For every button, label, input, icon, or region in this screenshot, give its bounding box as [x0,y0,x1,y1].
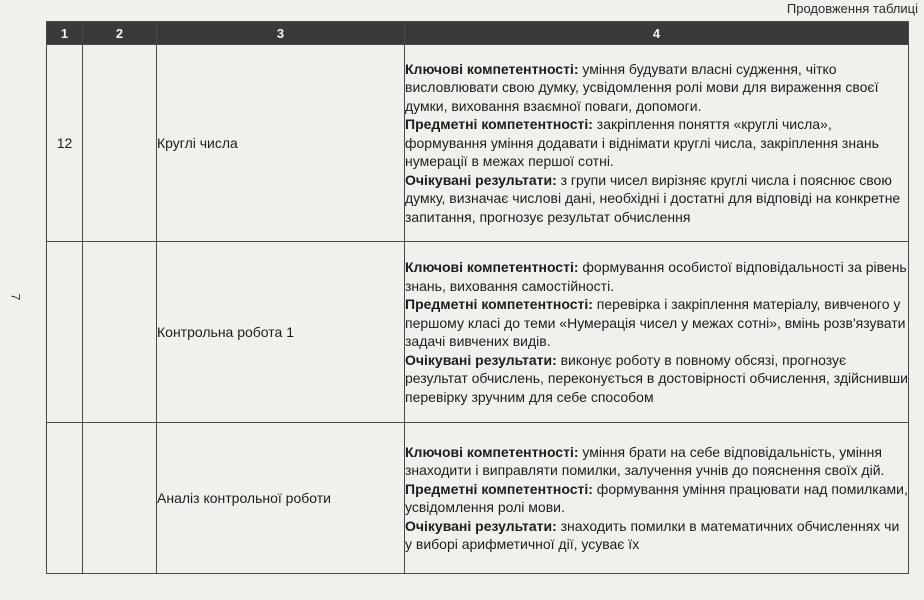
column-header-2: 2 [83,22,157,45]
table-row [47,45,909,242]
column-header-1: 1 [47,22,83,45]
subject-competencies-text: формування уміння працювати над помилками, усвідомлення ролі мови. [405,480,908,515]
expected-results-label: Очікувані результати: [405,351,557,368]
subject-competencies [405,115,908,171]
expected-results [405,171,908,227]
page-number: 7 [8,293,23,301]
lesson-topic: Аналіз контрольної роботи [157,423,405,574]
key-competencies-text: уміння брати на себе відповідальність, уміння знаходити і виправляти помилки, залучення учнів до пояснення своїх дій. [405,443,885,478]
lesson-number [47,242,83,423]
key-competencies-label: Ключові компетентності: [405,60,579,77]
key-competencies-text: уміння будувати власні судження, чітко висловлювати свою думку, усвідомлення ролі мови для вираження своєї думки, виховання взаємної поваги, допомоги. [405,60,879,114]
lesson-objectives [405,423,909,574]
lesson-topic: Круглі числа [157,45,405,242]
key-competencies-text: формування особистої відповідальності за рівень знань, виховання самостійності. [405,259,907,294]
subject-competencies [405,480,908,517]
expected-results-text: з групи чисел вирізняє круглі числа і пояснює свою думку, визначає числові дані, необхідні і достатні для відповіді на конкретне запитання, прогнозує результат обчислення [405,171,901,225]
subject-competencies [405,295,908,351]
table-continuation-caption: Продовження таблиці [786,1,918,16]
subject-competencies-label: Предметні компетентності: [405,296,593,312]
subject-competencies-text: перевірка і закріплення матеріалу, вивченого у першому класі до теми «Нумерація чисел у межах сотні», вмінь розв'язувати задачі вивчених видів. [405,296,906,349]
key-competencies [405,60,908,116]
date-cell [83,423,157,574]
key-competencies [405,258,908,295]
lesson-plan-table [46,21,909,574]
date-cell [83,45,157,242]
key-competencies-label: Ключові компетентності: [405,443,579,460]
expected-results-text: знаходить помилки в математичних обчисленнях чи у виборі арифметичної дії, усуває їх [405,517,900,552]
expected-results [405,517,908,554]
lesson-number: 12 [47,45,83,242]
subject-competencies-label: Предметні компетентності: [405,116,593,133]
expected-results-text: виконує роботу в повному обсязі, прогнозує результат обчислень, переконується в достовірності обчислення, здійснивши перевірку зручним для себе способом [405,351,908,405]
lesson-objectives [405,242,909,423]
lesson-topic: Контрольна робота 1 [157,242,405,423]
column-header-4: 4 [405,22,909,45]
lesson-number [47,423,83,574]
expected-results-label: Очікувані результати: [405,517,557,534]
expected-results-label: Очікувані результати: [405,171,557,188]
expected-results [405,351,908,407]
table-row [47,242,909,423]
key-competencies [405,443,908,480]
table-header-row [47,22,909,45]
column-header-3: 3 [157,22,405,45]
table-row [47,423,909,574]
subject-competencies-label: Предметні компетентності: [405,480,593,497]
lesson-objectives [405,45,909,242]
date-cell [83,242,157,423]
key-competencies-label: Ключові компетентності: [405,259,579,275]
subject-competencies-text: закріплення поняття «круглі числа», формування уміння додавати і віднімати круглі числа, закріплення знань нумерації в межах першої сотні. [405,116,879,170]
